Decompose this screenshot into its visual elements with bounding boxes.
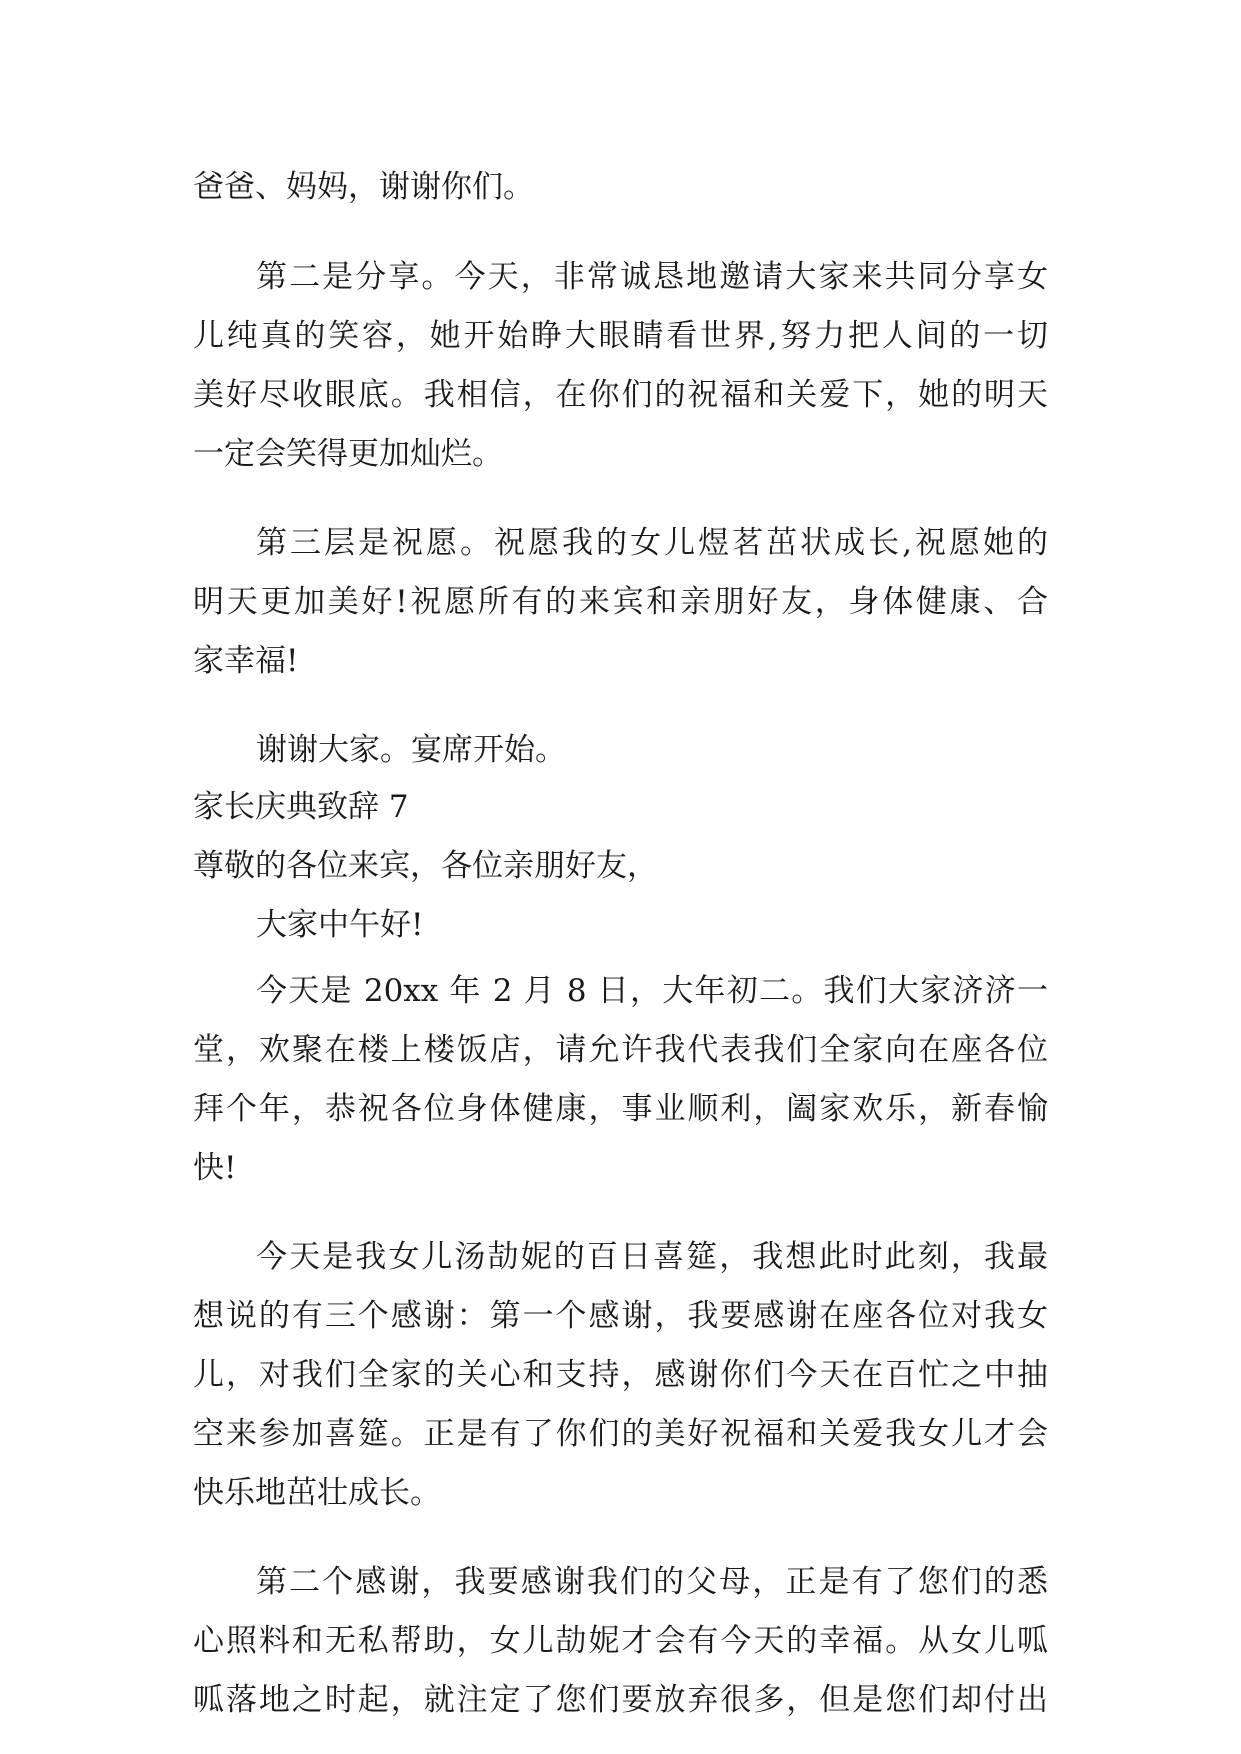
text-line: 第二个感谢，我要感谢我们的父母，正是有了您们的悉	[256, 1564, 1048, 1600]
text-line: 第三层是祝愿。祝愿我的女儿煜茗茁状成长,祝愿她的	[256, 525, 1048, 561]
text-line: 空来参加喜筵。正是有了你们的美好祝福和关爱我女儿才会	[193, 1416, 1048, 1452]
text-line: 美好尽收眼底。我相信，在你们的祝福和关爱下，她的明天	[193, 377, 1048, 413]
text-line: 快!	[193, 1150, 237, 1186]
text-line: 堂，欢聚在楼上楼饭店，请允许我代表我们全家向在座各位	[193, 1032, 1048, 1068]
text-line: 快乐地茁壮成长。	[193, 1475, 441, 1511]
text-line: 明天更加美好!祝愿所有的来宾和亲朋好友，身体健康、合	[193, 584, 1048, 620]
greeting: 大家中午好!	[256, 907, 424, 943]
section-heading: 家长庆典致辞 7	[193, 789, 409, 825]
text-line: 谢谢大家。宴席开始。	[256, 732, 566, 768]
text-line: 儿，对我们全家的关心和支持，感谢你们今天在百忙之中抽	[193, 1357, 1048, 1393]
text-line: 今天是 20xx 年 2 月 8 日，大年初二。我们大家济济一	[256, 973, 1048, 1009]
text-line: 拜个年，恭祝各位身体健康，事业顺利，阖家欢乐，新春愉	[193, 1091, 1048, 1127]
text-line: 家幸福!	[193, 643, 299, 679]
text-line: 想说的有三个感谢：第一个感谢，我要感谢在座各位对我女	[193, 1298, 1048, 1334]
salutation: 尊敬的各位来宾，各位亲朋好友，	[193, 848, 658, 884]
text-line: 爸爸、妈妈，谢谢你们。	[193, 169, 534, 205]
text-line: 今天是我女儿汤劼妮的百日喜筵，我想此时此刻，我最	[256, 1239, 1048, 1275]
text-line: 呱落地之时起，就注定了您们要放弃很多，但是您们却付出	[193, 1682, 1048, 1718]
text-line: 儿纯真的笑容，她开始睁大眼睛看世界,努力把人间的一切	[193, 318, 1048, 354]
text-line: 心照料和无私帮助，女儿劼妮才会有今天的幸福。从女儿呱	[193, 1623, 1048, 1659]
text-line: 一定会笑得更加灿烂。	[193, 436, 503, 472]
text-line: 第二是分享。今天，非常诚恳地邀请大家来共同分享女	[256, 259, 1048, 295]
